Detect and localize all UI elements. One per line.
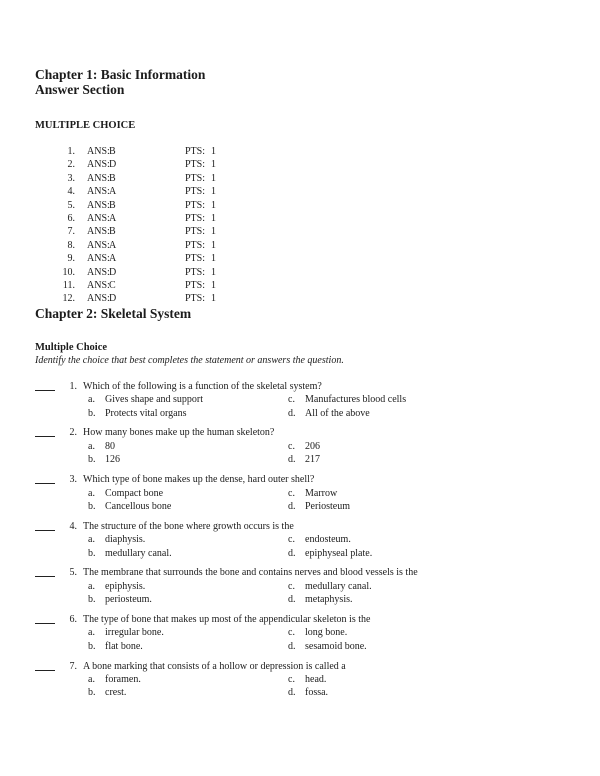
option-row bbox=[88, 500, 560, 513]
option-text: Compact bone bbox=[105, 487, 164, 499]
option-text: Manufactures blood cells bbox=[305, 394, 407, 406]
answer-letter: A bbox=[109, 239, 117, 251]
answer-row bbox=[35, 199, 560, 212]
pts-value: 1 bbox=[211, 213, 216, 225]
option-text: medullary canal. bbox=[305, 580, 372, 592]
option-text: 126 bbox=[105, 454, 120, 466]
question-item bbox=[35, 380, 560, 420]
answer-letter: B bbox=[109, 172, 116, 184]
option-text: epiphysis. bbox=[105, 580, 146, 592]
pts-label: PTS: bbox=[185, 199, 206, 211]
answer-letter: A bbox=[109, 213, 117, 225]
answer-section-subtitle: Answer Section bbox=[35, 82, 125, 97]
ans-label: ANS: bbox=[87, 280, 110, 292]
pts-value: 1 bbox=[211, 159, 216, 171]
option-row bbox=[88, 547, 560, 560]
answer-spacer bbox=[75, 266, 87, 279]
answer-number: 8. bbox=[67, 239, 75, 251]
ans-label: ANS: bbox=[87, 186, 110, 198]
answer-number: 6. bbox=[67, 213, 75, 225]
answer-number: 4. bbox=[67, 186, 75, 198]
answer-number: 10. bbox=[62, 266, 75, 278]
option-letter: a. bbox=[88, 580, 95, 592]
option-row bbox=[88, 673, 560, 686]
multiple-choice-caps-label: MULTIPLE CHOICE bbox=[35, 120, 136, 131]
option-letter: b. bbox=[88, 454, 96, 466]
option-text: epiphyseal plate. bbox=[305, 547, 373, 559]
question-text: A bone marking that consists of a hollow or depression is called a bbox=[83, 660, 346, 672]
answer-row bbox=[35, 172, 560, 185]
pts-label: PTS: bbox=[185, 239, 206, 251]
pts-value: 1 bbox=[211, 172, 216, 184]
option-text: diaphysis. bbox=[105, 534, 146, 546]
multiple-choice-section-label: Multiple Choice bbox=[35, 341, 108, 353]
question-number: 2. bbox=[69, 427, 77, 439]
option-row bbox=[88, 640, 560, 653]
answer-blank bbox=[35, 380, 55, 391]
answer-number: 1. bbox=[67, 146, 75, 157]
answer-number: 7. bbox=[67, 226, 75, 238]
answer-number: 12. bbox=[62, 293, 75, 305]
ans-label: ANS: bbox=[87, 293, 110, 305]
question-line bbox=[35, 520, 560, 533]
answer-number: 2. bbox=[67, 159, 75, 171]
pts-label: PTS: bbox=[185, 213, 206, 225]
question-list bbox=[35, 380, 560, 700]
question-item bbox=[35, 613, 560, 653]
answer-row bbox=[35, 292, 560, 305]
chapter2-title: Chapter 2: Skeletal System bbox=[35, 305, 192, 321]
option-row bbox=[88, 533, 560, 546]
option-letter: c. bbox=[288, 580, 295, 592]
option-letter: c. bbox=[288, 673, 295, 685]
pts-value: 1 bbox=[211, 293, 216, 305]
pts-label: PTS: bbox=[185, 226, 206, 238]
question-number: 1. bbox=[69, 380, 77, 392]
pts-value: 1 bbox=[211, 253, 216, 265]
pts-value: 1 bbox=[211, 146, 216, 157]
option-row bbox=[88, 626, 560, 639]
answer-row bbox=[35, 239, 560, 252]
pts-label: PTS: bbox=[185, 280, 206, 292]
option-row bbox=[88, 407, 560, 420]
question-line bbox=[35, 566, 560, 579]
question-number: 7. bbox=[69, 660, 77, 672]
pts-label: PTS: bbox=[185, 159, 206, 171]
answer-blank bbox=[35, 520, 55, 531]
ans-label: ANS: bbox=[87, 239, 110, 251]
pts-label: PTS: bbox=[185, 172, 206, 184]
option-letter: d. bbox=[288, 407, 296, 419]
instruction-text: Identify the choice that best completes the statement or answers the question. bbox=[35, 355, 344, 367]
answer-row bbox=[35, 266, 560, 279]
option-text: Periosteum bbox=[305, 500, 350, 512]
answer-spacer bbox=[75, 279, 87, 292]
answer-letter: D bbox=[109, 159, 117, 171]
answer-spacer bbox=[75, 145, 87, 158]
option-row bbox=[88, 487, 560, 500]
option-letter: d. bbox=[288, 454, 296, 466]
question-line bbox=[35, 380, 560, 393]
answer-spacer bbox=[75, 185, 87, 198]
answer-blank bbox=[35, 426, 55, 437]
option-text: Marrow bbox=[305, 487, 338, 499]
answer-row bbox=[35, 158, 560, 171]
question-text: Which type of bone makes up the dense, hard outer shell? bbox=[83, 474, 315, 486]
question-number: 5. bbox=[69, 567, 77, 579]
pts-value: 1 bbox=[211, 266, 216, 278]
question-line bbox=[35, 613, 560, 626]
ans-label: ANS: bbox=[87, 226, 110, 238]
ans-label: ANS: bbox=[87, 146, 110, 157]
option-row bbox=[88, 593, 560, 606]
answer-number: 5. bbox=[67, 199, 75, 211]
answer-number: 3. bbox=[67, 172, 75, 184]
ans-label: ANS: bbox=[87, 159, 110, 171]
ans-label: ANS: bbox=[87, 172, 110, 184]
option-text: metaphysis. bbox=[305, 594, 353, 606]
option-text: long bone. bbox=[305, 627, 348, 639]
answer-blank bbox=[35, 613, 55, 624]
option-text: periosteum. bbox=[105, 594, 152, 606]
ans-label: ANS: bbox=[87, 213, 110, 225]
option-letter: d. bbox=[288, 500, 296, 512]
option-letter: b. bbox=[88, 547, 96, 559]
pts-value: 1 bbox=[211, 280, 216, 292]
question-line bbox=[35, 473, 560, 486]
option-text: 206 bbox=[305, 440, 320, 452]
chapter1-title: Chapter 1: Basic Information bbox=[35, 67, 206, 82]
answer-number: 9. bbox=[67, 253, 75, 265]
option-text: endosteum. bbox=[305, 534, 351, 546]
option-letter: b. bbox=[88, 640, 96, 652]
option-letter: a. bbox=[88, 673, 95, 685]
answer-spacer bbox=[75, 212, 87, 225]
question-text: How many bones make up the human skeleton? bbox=[83, 427, 275, 439]
answer-spacer bbox=[75, 225, 87, 238]
pts-label: PTS: bbox=[185, 266, 206, 278]
answer-letter: C bbox=[109, 280, 116, 292]
option-letter: d. bbox=[288, 640, 296, 652]
question-line bbox=[35, 426, 560, 439]
question-item bbox=[35, 426, 560, 466]
option-text: head. bbox=[305, 673, 327, 685]
option-letter: c. bbox=[288, 627, 295, 639]
option-letter: b. bbox=[88, 407, 96, 419]
ans-label: ANS: bbox=[87, 253, 110, 265]
option-letter: b. bbox=[88, 594, 96, 606]
answer-number: 11. bbox=[62, 280, 75, 292]
option-letter: d. bbox=[288, 547, 296, 559]
ans-label: ANS: bbox=[87, 199, 110, 211]
option-letter: c. bbox=[288, 440, 295, 452]
answer-row bbox=[35, 225, 560, 238]
question-item bbox=[35, 520, 560, 560]
option-letter: c. bbox=[288, 534, 295, 546]
option-row bbox=[88, 686, 560, 699]
option-text: Gives shape and support bbox=[105, 394, 204, 406]
answer-row bbox=[35, 252, 560, 265]
option-letter: b. bbox=[88, 500, 96, 512]
question-item bbox=[35, 660, 560, 700]
option-letter: a. bbox=[88, 627, 95, 639]
answer-row bbox=[35, 212, 560, 225]
option-text: irregular bone. bbox=[105, 627, 164, 639]
option-row bbox=[88, 440, 560, 453]
answer-letter: D bbox=[109, 293, 117, 305]
answer-spacer bbox=[75, 158, 87, 171]
question-text: The structure of the bone where growth occurs is the bbox=[83, 520, 294, 532]
option-text: flat bone. bbox=[105, 640, 143, 652]
option-letter: b. bbox=[88, 687, 96, 699]
option-letter: c. bbox=[288, 394, 295, 406]
question-number: 6. bbox=[69, 613, 77, 625]
option-text: 80 bbox=[105, 440, 115, 452]
answer-spacer bbox=[75, 292, 87, 305]
question-number: 4. bbox=[69, 520, 77, 532]
option-letter: d. bbox=[288, 594, 296, 606]
answer-row bbox=[35, 185, 560, 198]
answer-letter: A bbox=[109, 253, 117, 265]
answer-letter: B bbox=[109, 199, 116, 211]
option-text: All of the above bbox=[305, 407, 370, 419]
answer-blank bbox=[35, 566, 55, 577]
answer-row bbox=[35, 279, 560, 292]
pts-label: PTS: bbox=[185, 146, 206, 157]
answer-spacer bbox=[75, 239, 87, 252]
pts-value: 1 bbox=[211, 199, 216, 211]
option-text: Cancellous bone bbox=[105, 500, 172, 512]
pts-label: PTS: bbox=[185, 293, 206, 305]
question-item bbox=[35, 473, 560, 513]
question-text: Which of the following is a function of the skeletal system? bbox=[83, 380, 322, 392]
question-item bbox=[35, 566, 560, 606]
answer-spacer bbox=[75, 172, 87, 185]
pts-label: PTS: bbox=[185, 253, 206, 265]
answer-blank bbox=[35, 473, 55, 484]
pts-value: 1 bbox=[211, 186, 216, 198]
option-text: foramen. bbox=[105, 673, 141, 685]
option-letter: a. bbox=[88, 534, 95, 546]
option-text: medullary canal. bbox=[105, 547, 172, 559]
option-text: 217 bbox=[305, 454, 320, 466]
question-text: The membrane that surrounds the bone and contains nerves and blood vessels is the bbox=[83, 567, 418, 579]
option-letter: c. bbox=[288, 487, 295, 499]
answer-blank bbox=[35, 660, 55, 671]
pts-value: 1 bbox=[211, 239, 216, 251]
option-row bbox=[88, 580, 560, 593]
question-text: The type of bone that makes up most of the appendicular skeleton is the bbox=[83, 613, 371, 625]
option-letter: a. bbox=[88, 487, 95, 499]
option-text: crest. bbox=[105, 687, 127, 699]
option-text: sesamoid bone. bbox=[305, 640, 367, 652]
option-text: fossa. bbox=[305, 687, 329, 699]
pts-label: PTS: bbox=[185, 186, 206, 198]
answer-letter: D bbox=[109, 266, 117, 278]
answer-spacer bbox=[75, 199, 87, 212]
question-number: 3. bbox=[69, 474, 77, 486]
option-letter: d. bbox=[288, 687, 296, 699]
option-text: Protects vital organs bbox=[105, 407, 187, 419]
ans-label: ANS: bbox=[87, 266, 110, 278]
answer-list bbox=[35, 145, 560, 306]
answer-spacer bbox=[75, 252, 87, 265]
option-letter: a. bbox=[88, 394, 95, 406]
option-row bbox=[88, 393, 560, 406]
answer-row bbox=[35, 145, 560, 158]
answer-letter: A bbox=[109, 186, 117, 198]
question-line bbox=[35, 660, 560, 673]
answer-letter: B bbox=[109, 146, 116, 157]
pts-value: 1 bbox=[211, 226, 216, 238]
answer-letter: B bbox=[109, 226, 116, 238]
option-row bbox=[88, 453, 560, 466]
option-letter: a. bbox=[88, 440, 95, 452]
